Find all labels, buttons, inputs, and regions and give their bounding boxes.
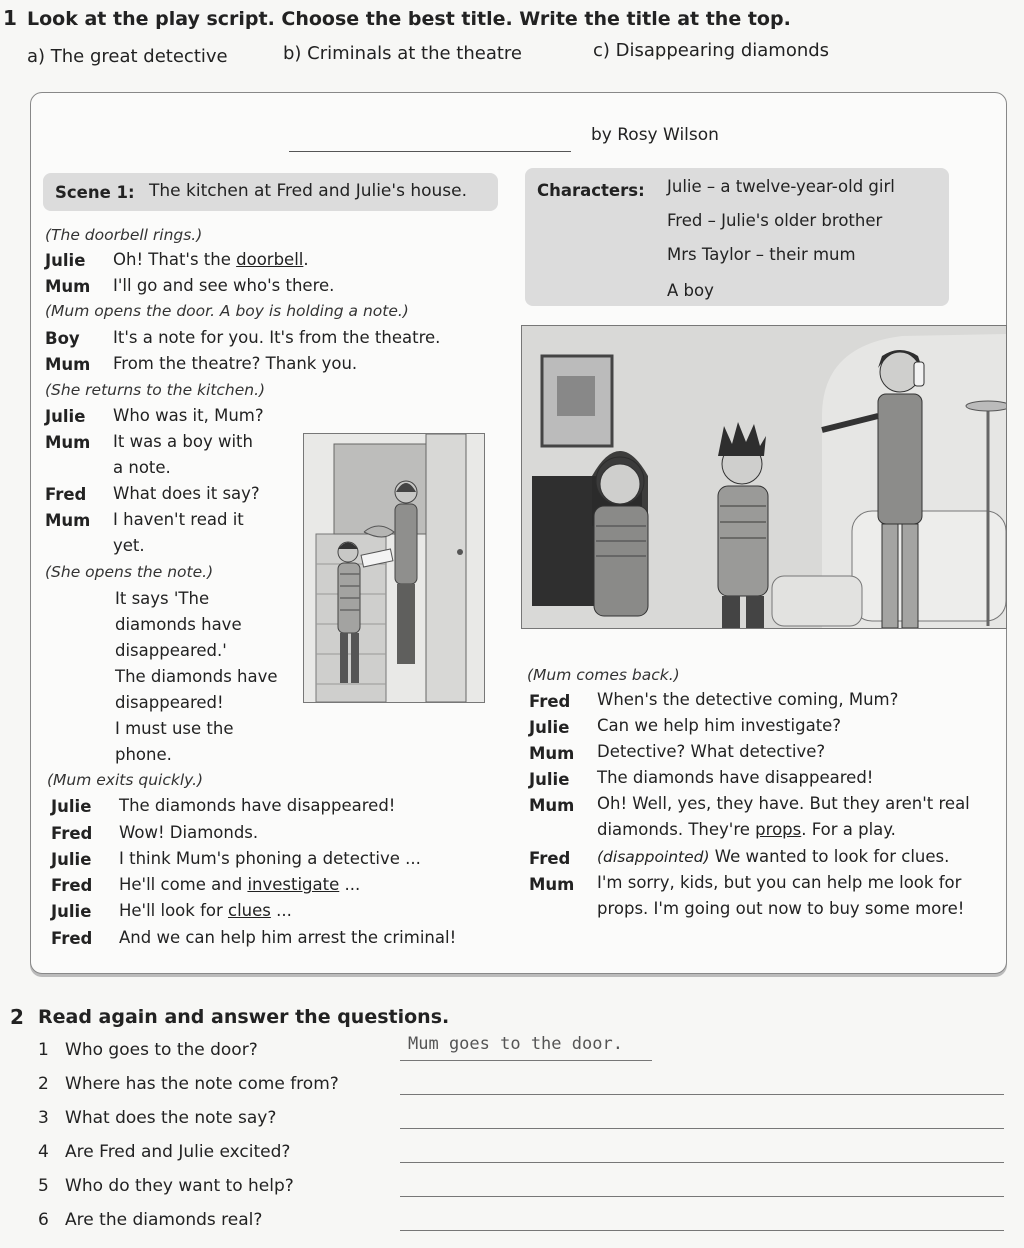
line: Who was it, Mum? (113, 406, 264, 425)
line: It's a note for you. It's from the theatre. (113, 328, 441, 347)
question-4: 4 Are Fred and Julie excited? (38, 1142, 291, 1162)
question-6: 6 Are the diamonds real? (38, 1210, 263, 1230)
line: When's the detective coming, Mum? (597, 690, 899, 709)
line: a note. (113, 458, 171, 477)
line: yet. (113, 536, 145, 555)
title-option-b[interactable]: b) Criminals at the theatre (283, 43, 522, 64)
stage-direction: (Mum exits quickly.) (47, 771, 204, 789)
family-picture (522, 326, 1006, 628)
line: It says 'The (115, 589, 210, 608)
line: Wow! Diamonds. (119, 823, 259, 842)
living-room-illustration (521, 325, 1007, 629)
answer-line-4[interactable] (400, 1162, 1004, 1163)
title-option-a[interactable]: a) The great detective (27, 46, 228, 67)
scene-label: Scene 1: (55, 183, 135, 202)
speaker: Julie (529, 718, 570, 737)
speaker: Fred (51, 929, 93, 948)
speaker: Julie (529, 770, 570, 789)
character-2: Fred – Julie's older brother (667, 211, 883, 230)
scene-place: The kitchen at Fred and Julie's house. (149, 181, 467, 201)
line: He'll come and investigate ... (119, 875, 361, 894)
speaker: Fred (51, 876, 93, 895)
line: Oh! That's the doorbell. (113, 250, 309, 269)
line: Detective? What detective? (597, 742, 826, 761)
answer-line-6[interactable] (400, 1230, 1004, 1231)
line: diamonds have (115, 615, 242, 634)
boy-at-door-picture (304, 434, 484, 702)
character-1: Julie – a twelve-year-old girl (667, 177, 895, 196)
line: disappeared.' (115, 641, 227, 660)
line: (disappointed) We wanted to look for clues. (597, 847, 950, 866)
speaker: Julie (51, 902, 92, 921)
speaker: Mum (45, 355, 91, 374)
character-3: Mrs Taylor – their mum (667, 245, 856, 264)
line: phone. (115, 745, 172, 764)
line: Oh! Well, yes, they have. But they aren't real (597, 794, 970, 813)
speaker: Fred (51, 824, 93, 843)
line: What does it say? (113, 484, 260, 503)
line: I think Mum's phoning a detective ... (119, 849, 421, 868)
question-1: 1 Who goes to the door? (38, 1040, 258, 1060)
exercise-2-number: 2 (10, 1005, 24, 1029)
line: I must use the (115, 719, 234, 738)
speaker: Mum (529, 744, 575, 763)
speaker: Fred (529, 849, 571, 868)
exercise-2-instruction: Read again and answer the questions. (38, 1006, 450, 1028)
speaker: Julie (45, 251, 86, 270)
line: I haven't read it (113, 510, 244, 529)
line: The diamonds have (115, 667, 278, 686)
line: The diamonds have disappeared! (119, 796, 396, 815)
line: disappeared! (115, 693, 224, 712)
stage-direction: (Mum opens the door. A boy is holding a note.) (45, 302, 409, 320)
question-2: 2 Where has the note come from? (38, 1074, 339, 1094)
speaker: Mum (45, 511, 91, 530)
stage-direction: (The doorbell rings.) (45, 226, 203, 244)
line: And we can help him arrest the criminal! (119, 928, 457, 947)
speaker: Julie (51, 850, 92, 869)
line: He'll look for clues ... (119, 901, 292, 920)
speaker: Julie (45, 407, 86, 426)
exercise-1-number: 1 (3, 6, 17, 30)
speaker: Mum (529, 796, 575, 815)
stage-direction: (She returns to the kitchen.) (45, 381, 266, 399)
title-write-line[interactable] (289, 151, 571, 152)
question-5: 5 Who do they want to help? (38, 1176, 294, 1196)
line: From the theatre? Thank you. (113, 354, 358, 373)
speaker: Mum (45, 277, 91, 296)
answer-line-5[interactable] (400, 1196, 1004, 1197)
speaker: Julie (51, 797, 92, 816)
speaker: Fred (45, 485, 87, 504)
byline: by Rosy Wilson (591, 125, 719, 145)
speaker: Mum (45, 433, 91, 452)
line: I'm sorry, kids, but you can help me look for (597, 873, 962, 892)
question-3: 3 What does the note say? (38, 1108, 277, 1128)
answer-line-3[interactable] (400, 1128, 1004, 1129)
stage-direction: (She opens the note.) (45, 563, 214, 581)
character-4: A boy (667, 281, 714, 300)
line: Can we help him investigate? (597, 716, 842, 735)
line: diamonds. They're props. For a play. (597, 820, 896, 839)
line: I'll go and see who's there. (113, 276, 335, 295)
line: The diamonds have disappeared! (597, 768, 874, 787)
line: It was a boy with (113, 432, 253, 451)
answer-line-2[interactable] (400, 1094, 1004, 1095)
speaker: Boy (45, 329, 80, 348)
play-script-panel (30, 92, 1007, 974)
speaker: Mum (529, 875, 575, 894)
speaker: Fred (529, 692, 571, 711)
answer-1: Mum goes to the door. (408, 1034, 623, 1054)
door-illustration (303, 433, 485, 703)
answer-line-1[interactable] (400, 1060, 652, 1061)
line: props. I'm going out now to buy some more! (597, 899, 965, 918)
characters-label: Characters: (537, 181, 645, 200)
stage-direction: (Mum comes back.) (527, 666, 680, 684)
title-option-c[interactable]: c) Disappearing diamonds (593, 40, 830, 61)
exercise-1-instruction: Look at the play script. Choose the best title. Write the title at the top. (27, 8, 791, 30)
